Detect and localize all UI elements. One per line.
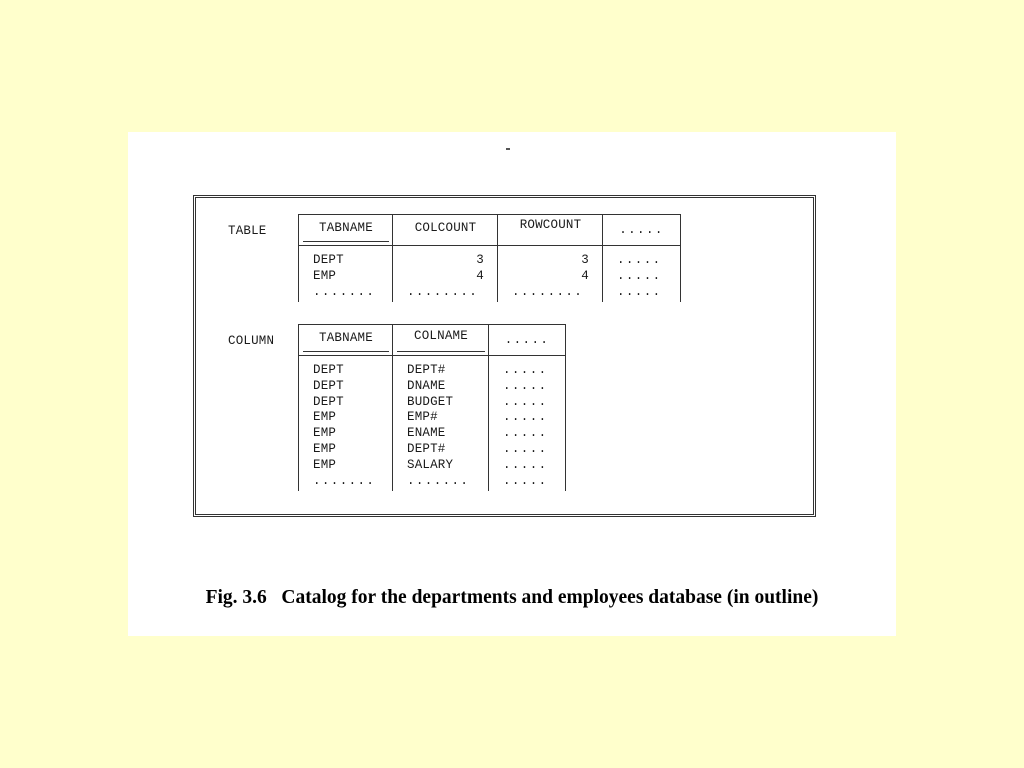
column-relation-grid — [298, 324, 566, 491]
column-header: COLNAME — [414, 329, 468, 343]
table-cell: EMP — [313, 268, 337, 283]
ellipsis-cell: ..... — [503, 363, 548, 377]
table-cell: EMP — [313, 441, 337, 456]
column-relation-label: COLUMN — [228, 334, 275, 348]
column-col-tabname — [298, 324, 393, 491]
table-cell: DNAME — [407, 378, 446, 393]
table-cell: EMP# — [407, 410, 438, 425]
primary-key-underline — [303, 241, 389, 246]
scan-speck — [506, 148, 510, 150]
ellipsis-cell: ..... — [617, 284, 662, 299]
catalog-frame — [193, 195, 816, 517]
table-col-tabname — [298, 214, 393, 302]
scanned-figure — [128, 132, 896, 636]
table-cell: DEPT# — [407, 363, 446, 377]
table-cell: 4 — [581, 268, 589, 283]
ellipsis-cell: ..... — [617, 268, 662, 283]
table-cell: DEPT — [313, 363, 344, 377]
table-cell: 4 — [476, 268, 484, 283]
column-header: ..... — [504, 333, 550, 347]
table-cell: SALARY — [407, 457, 454, 472]
primary-key-underline — [397, 351, 485, 356]
table-col-more — [602, 214, 681, 302]
column-header: TABNAME — [319, 331, 373, 345]
ellipsis-cell: ....... — [313, 284, 376, 299]
table-cell: EMP — [313, 426, 337, 441]
figure-caption: Fig. 3.6 Catalog for the departments and employees database (in outline) — [205, 587, 819, 608]
table-col-colcount — [392, 214, 498, 302]
ellipsis-cell: ..... — [503, 457, 548, 472]
table-cell: 3 — [476, 253, 484, 267]
ellipsis-cell: ..... — [503, 473, 548, 488]
table-cell: BUDGET — [407, 394, 454, 409]
column-col-more — [488, 324, 566, 491]
table-cell: EMP — [313, 410, 337, 425]
table-cell: EMP — [313, 457, 337, 472]
table-cell: DEPT — [313, 394, 344, 409]
column-header: COLCOUNT — [414, 221, 477, 235]
table-cell: 3 — [581, 253, 589, 267]
ellipsis-cell: ..... — [617, 253, 662, 267]
ellipsis-cell: ..... — [503, 441, 548, 456]
table-cell: DEPT — [313, 253, 344, 267]
table-cell: ENAME — [407, 426, 446, 441]
ellipsis-cell: ..... — [503, 394, 548, 409]
ellipsis-cell: ..... — [503, 410, 548, 425]
column-col-colname — [392, 324, 489, 491]
column-header: ..... — [619, 223, 664, 237]
ellipsis-cell: ..... — [503, 426, 548, 441]
ellipsis-cell: ....... — [407, 473, 470, 488]
primary-key-underline — [303, 351, 389, 356]
column-header: TABNAME — [319, 221, 373, 235]
ellipsis-cell: ........ — [407, 284, 479, 299]
table-col-rowcount — [497, 214, 603, 302]
table-cell: DEPT# — [407, 441, 446, 456]
ellipsis-cell: ....... — [313, 473, 376, 488]
table-cell: DEPT — [313, 378, 344, 393]
ellipsis-cell: ..... — [503, 378, 548, 393]
column-header: ROWCOUNT — [519, 218, 582, 232]
table-relation-label: TABLE — [228, 224, 267, 238]
table-relation-grid — [298, 214, 680, 302]
ellipsis-cell: ........ — [512, 284, 584, 299]
